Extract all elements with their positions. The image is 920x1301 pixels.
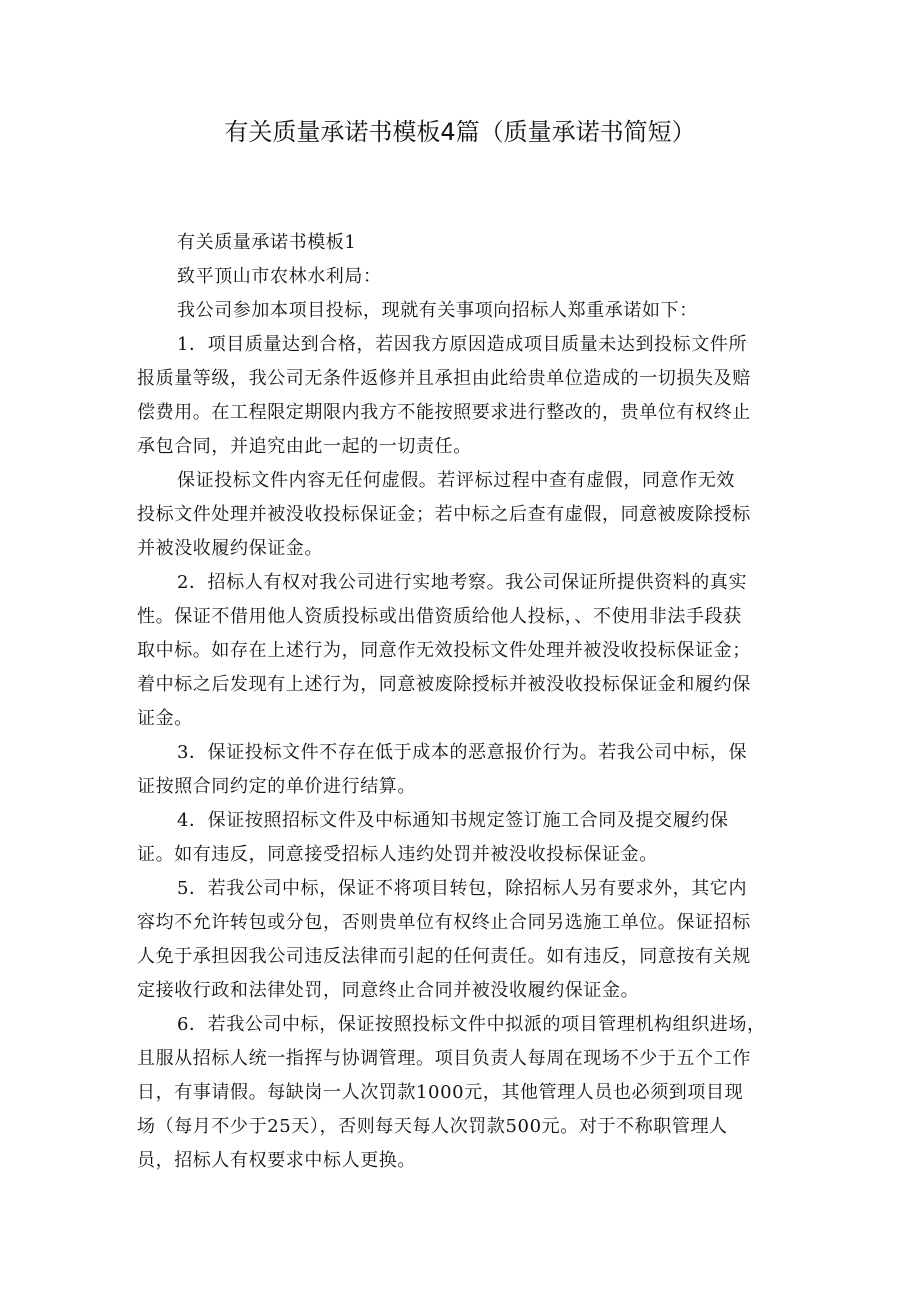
text-line: 承包合同，并追究由此一起的一切责任。	[137, 436, 472, 457]
text-line: 性。保证不借用他人资质投标或出借资质给他人投标，、不使用非法手段获	[137, 606, 742, 627]
text-line: 1．项目质量达到合格，若因我方原因造成项目质量未达到投标文件所	[177, 334, 748, 355]
paragraph-item-6	[137, 1008, 793, 1178]
text-line: 偿费用。在工程限定期限内我方不能按照要求进行整改的，贵单位有权终止	[137, 402, 751, 423]
text-line: 证按照合同约定的单价进行结算。	[137, 776, 416, 797]
text-line: 证。如有违反，同意接受招标人违约处罚并被没收投标保证金。	[137, 844, 658, 865]
paragraph-item-5	[137, 872, 793, 1008]
text-line: 6．若我公司中标，保证按照投标文件中拟派的项目管理机构组织进场，	[177, 1014, 766, 1035]
paragraph-item-1	[137, 328, 793, 464]
text-line: 报质量等级，我公司无条件返修并且承担由此给贵单位造成的一切损失及赔	[137, 368, 751, 389]
text-line: 投标文件处理并被没收投标保证金；若中标之后查有虚假，同意被废除授标	[137, 504, 751, 525]
text-line: 且服从招标人统一指挥与协调管理。项目负责人每周在现场不少于五个工作	[137, 1048, 751, 1069]
paragraph-guarantee	[137, 464, 793, 566]
text-line: 有关质量承诺书模板1	[177, 232, 357, 253]
text-line: 2．招标人有权对我公司进行实地考察。我公司保证所提供资料的真实	[177, 572, 748, 593]
text-line: 保证投标文件内容无任何虚假。若评标过程中查有虚假，同意作无效	[177, 470, 735, 491]
text-line: 人免于承担因我公司违反法律而引起的任何责任。如有违反，同意按有关规	[137, 946, 751, 967]
text-line: 5．若我公司中标，保证不将项目转包，除招标人另有要求外，其它内	[177, 878, 748, 899]
text-line: 证金。	[137, 708, 193, 729]
text-line: 容均不允许转包或分包，否则贵单位有权终止合同另选施工单位。保证招标	[137, 912, 751, 933]
text-line: 日，有事请假。每缺岗一人次罚款1000元，其他管理人员也必须到项目现	[137, 1082, 744, 1103]
paragraph-intro	[137, 294, 793, 328]
paragraph-item-4	[137, 804, 793, 872]
document-title: 有关质量承诺书模板4篇（质量承诺书简短）	[224, 118, 696, 146]
paragraph-heading	[137, 226, 793, 260]
text-line: 场（每月不少于25天），否则每天每人次罚款500元。对于不称职管理人	[137, 1116, 728, 1137]
text-line: 员，招标人有权要求中标人更换。	[137, 1150, 416, 1171]
paragraph-addressee	[137, 260, 793, 294]
text-line: 致平顶山市农林水利局：	[177, 266, 382, 287]
paragraph-item-2	[137, 566, 793, 736]
text-line: 4．保证按照招标文件及中标通知书规定签订施工合同及提交履约保	[177, 810, 729, 831]
text-line: 取中标。如存在上述行为，同意作无效投标文件处理并被没收投标保证金；	[137, 640, 751, 661]
paragraph-item-3	[137, 736, 793, 804]
text-line: 我公司参加本项目投标，现就有关事项向招标人郑重承诺如下：	[177, 300, 698, 321]
document-body	[137, 226, 793, 1178]
text-line: 定接收行政和法律处罚，同意终止合同并被没收履约保证金。	[137, 980, 640, 1001]
text-line: 并被没收履约保证金。	[137, 538, 323, 559]
text-line: 着中标之后发现有上述行为，同意被废除授标并被没收投标保证金和履约保	[137, 674, 751, 695]
text-line: 3．保证投标文件不存在低于成本的恶意报价行为。若我公司中标，保	[177, 742, 748, 763]
